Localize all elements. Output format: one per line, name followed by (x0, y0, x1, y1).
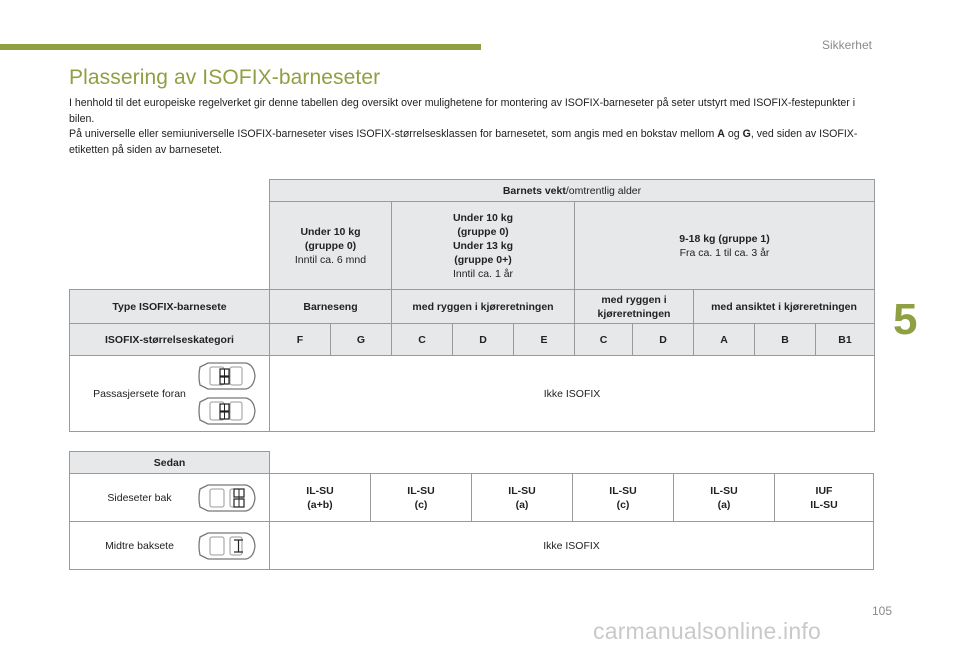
group-0-cell (270, 202, 392, 290)
front-seat-value: Ikke ISOFIX (270, 356, 875, 432)
size-cell: B (755, 324, 816, 356)
value-line1: IL-SU (407, 484, 435, 497)
group-0-line2: (gruppe 0) (304, 239, 357, 252)
weight-header-bold: Barnets vekt (502, 184, 566, 197)
intro-paragraph-1: I henhold til det europeiske regelverket gir denne tabellen deg oversikt over mulighetene for montering av ISOFIX-barneseter på seter utstyrt med ISOFIX-festepunkter i bilen. (69, 97, 856, 125)
size-cell: B1 (816, 324, 875, 356)
blank-cell (270, 452, 874, 474)
type-forward-facing: med ansiktet i kjøreretningen (694, 290, 875, 324)
value-line2: (a) (717, 498, 731, 511)
intro-p2-og: og (724, 128, 743, 141)
car-top-view-icon (196, 529, 258, 563)
intro-text (69, 96, 879, 158)
value-line2: (a+b) (307, 498, 333, 511)
rear-side-value (270, 474, 371, 522)
group-0-line1: Under 10 kg (300, 225, 361, 238)
value-line1: IL-SU (609, 484, 637, 497)
intro-p2-text: På universelle eller semiuniverselle ISOFIX-barneseter vises ISOFIX-størrelsesklassen for barnesetet, som angis med en bokstav mellom (69, 128, 718, 141)
rear-side-value (775, 474, 874, 522)
group-1-line2: (gruppe 0) (457, 225, 509, 238)
section-label: Sikkerhet (821, 38, 872, 52)
size-cell: D (633, 324, 694, 356)
size-cell: C (575, 324, 633, 356)
size-cell: A (694, 324, 755, 356)
car-top-view-icon (196, 481, 258, 515)
front-seat-row-label (70, 356, 270, 432)
front-seat-label: Passasjersete foran (93, 387, 186, 400)
size-cell: F (270, 324, 331, 356)
group-0plus-cell (392, 202, 575, 290)
rear-middle-label: Midtre baksete (105, 539, 174, 552)
blank-cell (70, 180, 270, 202)
letter-g: G (742, 128, 751, 141)
intro-p2-end: , ved siden av ISOFIX-etiketten på siden av barnesetet. (69, 128, 858, 156)
value-line2: (a) (515, 498, 529, 511)
value-line2: (c) (414, 498, 428, 511)
value-line2: IL-SU (810, 498, 838, 511)
group-2-line2: Fra ca. 1 til ca. 3 år (679, 246, 770, 259)
front-seat-diagram (196, 359, 258, 428)
size-cell: G (331, 324, 392, 356)
rear-middle-value: Ikke ISOFIX (270, 522, 874, 570)
value-line1: IUF (815, 484, 833, 497)
group-1-line3: Under 13 kg (452, 239, 514, 252)
group-1-cell (575, 202, 875, 290)
group-1-line1: Under 10 kg (452, 211, 514, 224)
value-line1: IL-SU (710, 484, 738, 497)
weight-header-rest: /omtrentlig alder (565, 184, 642, 197)
sedan-table (69, 451, 874, 570)
rear-side-row-label (70, 474, 270, 522)
value-line2: (c) (616, 498, 630, 511)
page-number: 105 (871, 604, 892, 618)
value-line1: IL-SU (508, 484, 536, 497)
car-top-view-icon (196, 394, 258, 428)
group-0-line3: Inntil ca. 6 mnd (294, 253, 367, 266)
rear-side-label: Sideseter bak (107, 491, 172, 504)
size-cell: D (453, 324, 514, 356)
letter-a: A (717, 128, 725, 141)
type-barneseng: Barneseng (270, 290, 392, 324)
blank-cell (70, 202, 270, 290)
header-accent-bar (0, 44, 481, 50)
rear-side-value (573, 474, 674, 522)
type-rear-facing-1: med ryggen i kjøreretningen (392, 290, 575, 324)
car-top-view-icon (196, 359, 258, 393)
value-line1: IL-SU (306, 484, 334, 497)
rear-middle-row-label (70, 522, 270, 570)
page-title: Plassering av ISOFIX-barneseter (69, 66, 381, 89)
group-1-line4: (gruppe 0+) (454, 253, 512, 266)
size-label: ISOFIX-størrelseskategori (70, 324, 270, 356)
sedan-label: Sedan (70, 452, 270, 474)
isofix-table (69, 179, 875, 432)
watermark: carmanualsonline.info (593, 618, 821, 644)
group-2-line1: 9-18 kg (gruppe 1) (679, 232, 770, 245)
size-cell: C (392, 324, 453, 356)
weight-header (270, 180, 875, 202)
rear-side-value (371, 474, 472, 522)
type-rear-facing-2: med ryggen i kjøreretningen (575, 290, 694, 324)
intro-paragraph-2 (69, 127, 879, 158)
rear-side-value (674, 474, 775, 522)
rear-side-value (472, 474, 573, 522)
group-1-line5: Inntil ca. 1 år (452, 267, 514, 280)
size-cell: E (514, 324, 575, 356)
type-label: Type ISOFIX-barnesete (70, 290, 270, 324)
chapter-number: 5 (893, 295, 918, 344)
